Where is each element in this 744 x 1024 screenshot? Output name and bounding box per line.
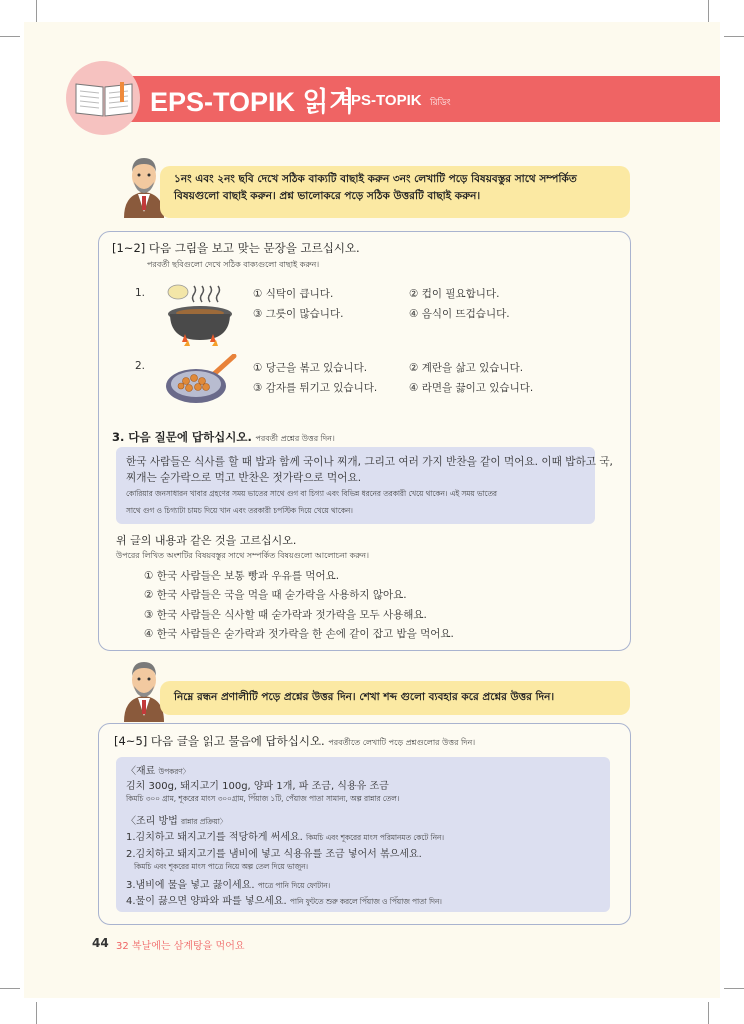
ingredients-ko: 김치 300g, 돼지고기 100g, 양파 1개, 파 조금, 식용유 조금 — [126, 781, 389, 792]
q12-text: 다음 그림을 보고 맞는 문장을 고르십시오. — [148, 241, 360, 255]
method-title-bn: রান্নার প্রক্রিয়া〉 — [181, 817, 228, 826]
q3-header-text: 3. 다음 질문에 답하십시오. — [112, 430, 252, 444]
crop-mark — [36, 1002, 37, 1024]
q45-header-bn: পরবর্তীতে লেখাটি পড়ে প্রশ্নগুলোর উত্তর দিন। — [328, 738, 476, 747]
step-2-bn: কিমচি এবং শূকরের মাংস পাত্রে নিয়ে অল্প তেল দিয়ে ভাজুন। — [134, 862, 309, 871]
method-title-ko: 〈조리 방법 — [126, 816, 178, 827]
page-subtitle-bn: রিডিং — [430, 98, 451, 108]
crop-mark — [0, 36, 20, 37]
q3-header-bn: পরবর্তী প্রশ্নের উত্তর দিন। — [255, 434, 335, 443]
instruction-line: নিম্নে রন্ধন প্রণালীটি পড়ে প্রশ্নের উত্তর দিন। শেখা শব্দ গুলো ব্যবহার করে প্রশ্নের উত্তর দিন। — [174, 691, 555, 703]
crop-mark — [0, 988, 20, 989]
q3-passage-ko-line1: 한국 사람들은 식사를 할 때 밥과 함께 국이나 찌개, 그리고 여러 가지 반찬을 같이 먹어요. 이때 밥하고 국, — [126, 456, 613, 468]
q1-option-3[interactable]: ③ 그릇이 많습니다. — [253, 308, 344, 320]
q2-option-3[interactable]: ③ 감자를 튀기고 있습니다. — [253, 382, 378, 394]
step-3-ko: 3.냄비에 물을 넣고 끓이세요. — [126, 880, 255, 891]
frying-pan-image — [164, 354, 240, 406]
q2-option-2[interactable]: ② 계란을 삶고 있습니다. — [409, 362, 524, 374]
q3-option-3[interactable]: ③ 한국 사람들은 식사할 때 숟가락과 젓가락을 모두 사용해요. — [144, 609, 427, 621]
chapter-title: 32 복날에는 삼계탕을 먹어요 — [116, 941, 245, 952]
q2-option-1[interactable]: ① 당근을 볶고 있습니다. — [253, 362, 368, 374]
method-title — [126, 812, 227, 829]
crop-mark — [708, 0, 709, 22]
open-book-icon — [74, 80, 134, 118]
q45-text: 다음 글을 읽고 물음에 답하십시오. — [150, 734, 325, 748]
q12-header-bn: পরবর্তী ছবিগুলো দেখে সঠিক বাক্যগুলো বাছাই করুন। — [147, 260, 320, 269]
q45-number: [4~5] — [114, 734, 148, 748]
page-subtitle: EPS-TOPIK — [341, 92, 422, 109]
crop-mark — [708, 1002, 709, 1024]
ingredients-title-ko: 〈재료 — [126, 766, 156, 777]
step-2-ko: 2.김치하고 돼지고기를 냄비에 넣고 식용유를 조금 넣어서 볶으세요. — [126, 849, 422, 860]
step-4 — [126, 892, 442, 909]
q3-prompt-bn: উপরের লিখিত অংশটির বিষয়বস্তুর সাথে সম্পর্কিত বিষয়গুলো আলোচনা করুন। — [116, 551, 369, 560]
step-3-bn: পাত্রে পানি দিয়ে ফোটান। — [257, 881, 331, 890]
q45-header — [114, 733, 475, 750]
q2-number: 2. — [135, 360, 146, 372]
q1-number: 1. — [135, 287, 146, 299]
q1-option-2[interactable]: ② 컵이 필요합니다. — [409, 288, 500, 300]
q3-passage-bn-line2: সাথে গুগ ও চিগ্যাটা চামচ দিয়ে খান এবং তরকারী চপস্টিক দিয়ে খেয়ে থাকেন। — [126, 506, 353, 515]
q1-option-1[interactable]: ① 식탁이 큽니다. — [253, 288, 334, 300]
page-number: 44 — [92, 936, 109, 950]
crop-mark — [36, 0, 37, 22]
q12-number: [1~2] — [112, 241, 146, 255]
q3-header — [112, 429, 335, 446]
q2-option-4[interactable]: ④ 라면을 끓이고 있습니다. — [409, 382, 534, 394]
step-2 — [126, 845, 422, 860]
ingredients-title-bn: উপকরণ〉 — [158, 767, 190, 776]
q3-prompt: 위 글의 내용과 같은 것을 고르십시오. — [116, 534, 297, 547]
step-3 — [126, 876, 330, 893]
instruction-bubble — [160, 166, 630, 218]
q3-option-4[interactable]: ④ 한국 사람들은 숟가락과 젓가락을 한 손에 같이 잡고 밥을 먹어요. — [144, 628, 454, 640]
crop-mark — [724, 36, 744, 37]
q3-option-2[interactable]: ② 한국 사람들은 국을 먹을 때 숟가락을 사용하지 않아요. — [144, 589, 407, 601]
q3-option-1[interactable]: ① 한국 사람들은 보통 빵과 우유를 먹어요. — [144, 570, 340, 582]
page-title: EPS-TOPIK 읽기 — [150, 87, 355, 117]
instruction-line: বিষয়গুলো বাছাই করুন। প্রশ্ন ভালোকরে পড়ে সঠিক উত্তরটি বাছাই করুন। — [174, 190, 481, 202]
ingredients-bn: কিমচি ৩০০ গ্রাম, শূকরের মাংস ৩০০গ্রাম, পিঁয়াজ ১টি, পেঁয়াজ পাতা সামান্য, অল্প রান্নার তেল। — [126, 794, 400, 803]
step-1-ko: 1.김치하고 돼지고기를 적당하게 써세요. — [126, 832, 303, 843]
step-4-ko: 4.물이 끓으면 양파와 파를 넣으세요. — [126, 896, 287, 907]
hot-pot-image — [164, 280, 240, 354]
step-4-bn: পানি ফুটতে শুরু করলে পিঁয়াজ ও পিঁয়াজ পাতা দিন। — [289, 897, 442, 906]
q3-passage-bn-line1: কোরিয়ার জনসাধারন খাবার গ্রহণের সময় ভাতের সাথে গুগ বা চিগ্যা এবং বিভিন্ন ধরনের তরকারী খেয়ে থাকেন। এই সময় ভাতের — [126, 489, 497, 498]
crop-mark — [724, 988, 744, 989]
q1-option-4[interactable]: ④ 음식이 뜨겁습니다. — [409, 308, 510, 320]
q12-header — [112, 240, 360, 256]
instruction-line: ১নং এবং ২নং ছবি দেখে সঠিক বাক্যটি বাছাই করুন ৩নং লেখাটি পড়ে বিষয়বস্তুর সাথে সম্পর্কিত — [174, 173, 577, 185]
step-1 — [126, 828, 444, 845]
step-1-bn: কিমচি এবং শূকরের মাংস পরিমানমত কেটে নিন। — [306, 833, 444, 842]
instruction-bubble-2 — [160, 681, 630, 715]
q3-passage-ko-line2: 찌개는 숟가락으로 먹고 반찬은 젓가락으로 먹어요. — [126, 472, 362, 484]
